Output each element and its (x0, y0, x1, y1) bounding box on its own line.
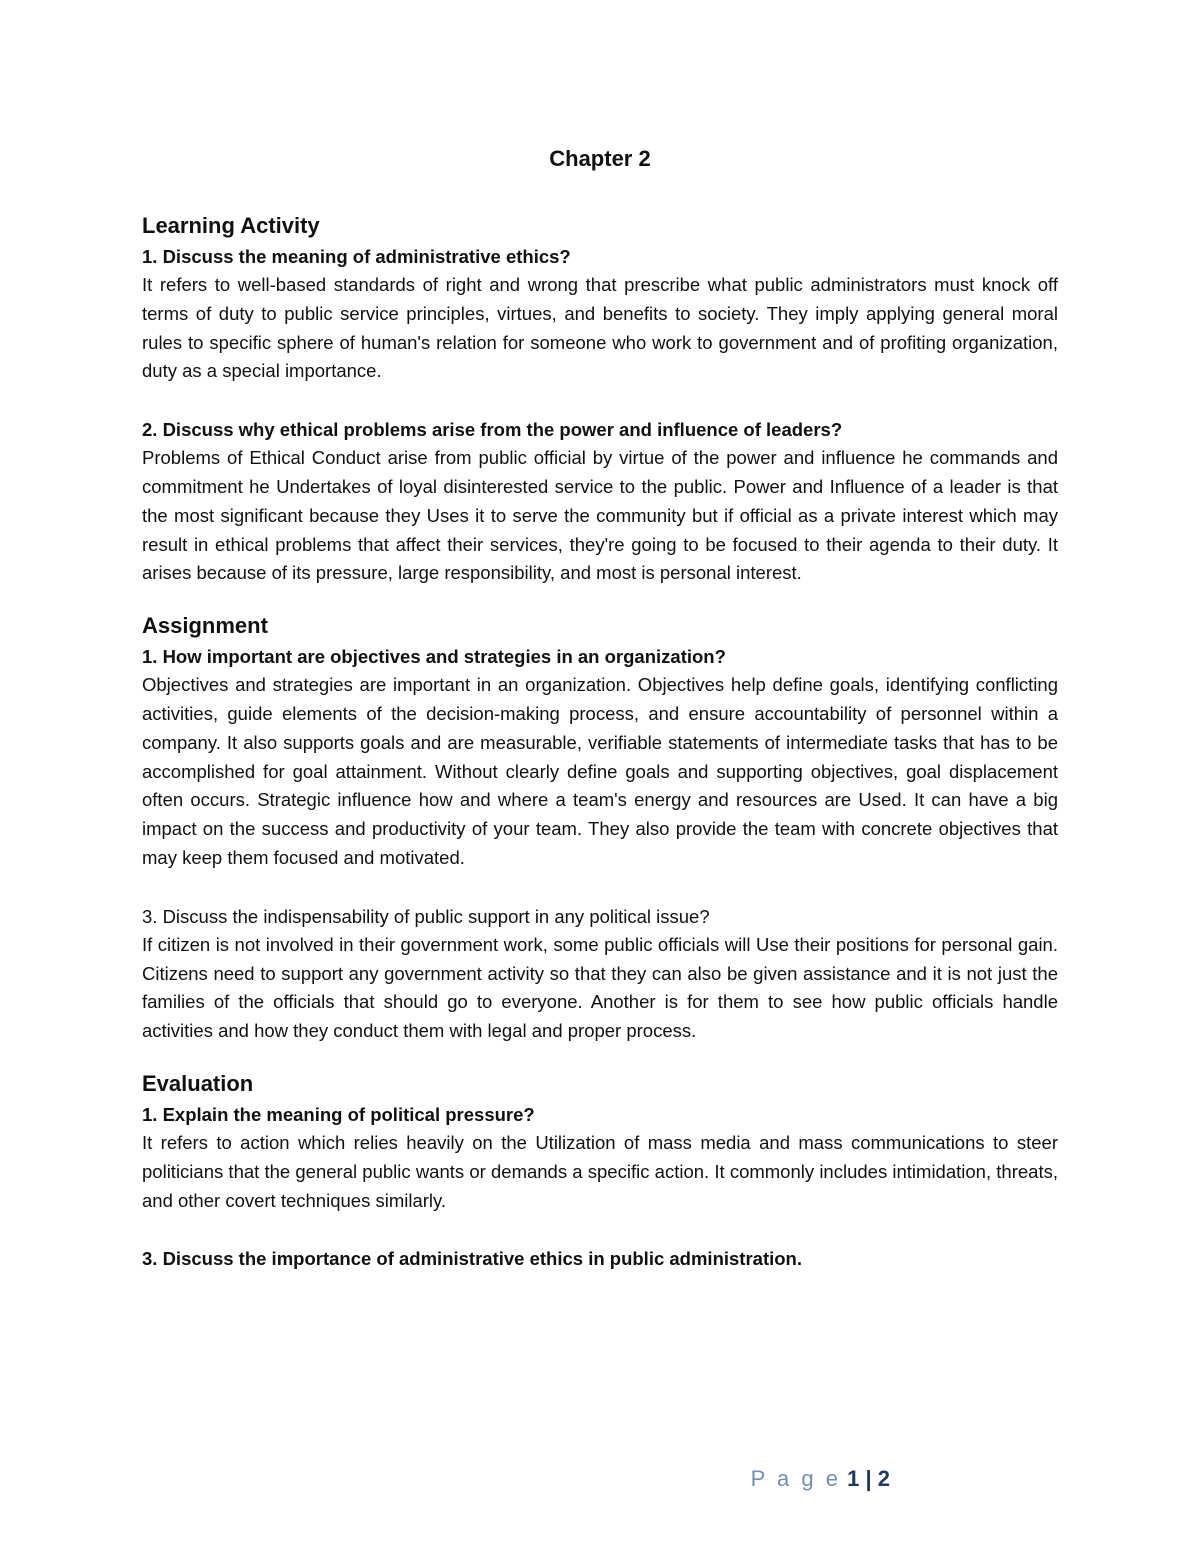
assignment-answer-1: Objectives and strategies are important in an organization. Objectives help define goals, identifying conflicting activities, guide elements of the decision-making process, and ensure accountability of personnel within a company. It also supports goals and are measurable, verifiable statements of intermediate tasks that has to be accomplished for goal attainment. Without clearly define goals and supporting objectives, goal displacement often occurs. Strategic influence how and where a team's energy and resources are Used. It can have a big impact on the success and productivity of your team. They also provide the team with concrete objectives that may keep them focused and motivated. (142, 674, 1058, 868)
learning-answer-1: It refers to well-based standards of right and wrong that prescribe what public administrators must knock off terms of duty to public service principles, virtues, and benefits to society. They imply applying general moral rules to specific sphere of human's relation for someone who work to government and of profiting organization, duty as a special importance. (142, 274, 1058, 382)
spacer (142, 386, 1058, 415)
assignment-section (142, 610, 1058, 1046)
spacer (142, 588, 1058, 610)
learning-activity-heading: Learning Activity (142, 213, 320, 238)
spacer (142, 1215, 1058, 1244)
evaluation-section (142, 1068, 1058, 1273)
evaluation-answer-1: It refers to action which relies heavily on the Utilization of mass media and mass communications to steer politicians that the general public wants or demands a specific action. It commonly includes intimidation, threats, and other covert techniques similarly. (142, 1131, 1058, 1211)
assignment-heading: Assignment (142, 613, 268, 639)
document-content (142, 210, 1058, 1273)
assignment-answer-3: If citizen is not involved in their government work, some public officials will Use their positions for personal gain. Citizens need to support any government activity so that they can also be given assistance and it is not just the families of the officials that should go to everyone. Another is for them to see how public officials handle activities and how they conduct them with legal and proper process. (142, 933, 1058, 1042)
chapter-title: Chapter 2 (549, 146, 651, 171)
spacer (142, 873, 1058, 902)
learning-answer-2: Problems of Ethical Conduct arise from public official by virtue of the power and influence he commands and commitment he Undertakes of loyal disinterested service to the public. Power and Influence of a leader is that the most significant because they Uses it to serve the community but if official as a private interest which may result in ethical problems that affect their services, they're going to be focused to their agenda to their duty. It arises because of its pressure, large responsibility, and most is personal interest. (142, 447, 1058, 584)
total-page-number: 2 (877, 1466, 890, 1491)
page-separator: | (865, 1466, 872, 1491)
page-label: P a g e (750, 1466, 841, 1491)
learning-activity-section (142, 210, 1058, 588)
evaluation-heading: Evaluation (142, 1070, 254, 1096)
spacer (142, 1046, 1058, 1068)
learning-question-2: 2. Discuss why ethical problems arise from the power and influence of leaders? (142, 419, 843, 441)
assignment-question-1: 1. How important are objectives and strategies in an organization? (142, 646, 726, 668)
assignment-question-3: 3. Discuss the indispensability of public support in any political issue? (142, 905, 710, 927)
evaluation-question-1: 1. Explain the meaning of political pressure? (142, 1103, 535, 1125)
current-page-number: 1 (847, 1466, 860, 1491)
document-page (142, 0, 1058, 1553)
page-number-footer (751, 1466, 890, 1492)
evaluation-question-3: 3. Discuss the importance of administrative ethics in public administration. (142, 1248, 802, 1270)
learning-question-1: 1. Discuss the meaning of administrative ethics? (142, 246, 571, 267)
